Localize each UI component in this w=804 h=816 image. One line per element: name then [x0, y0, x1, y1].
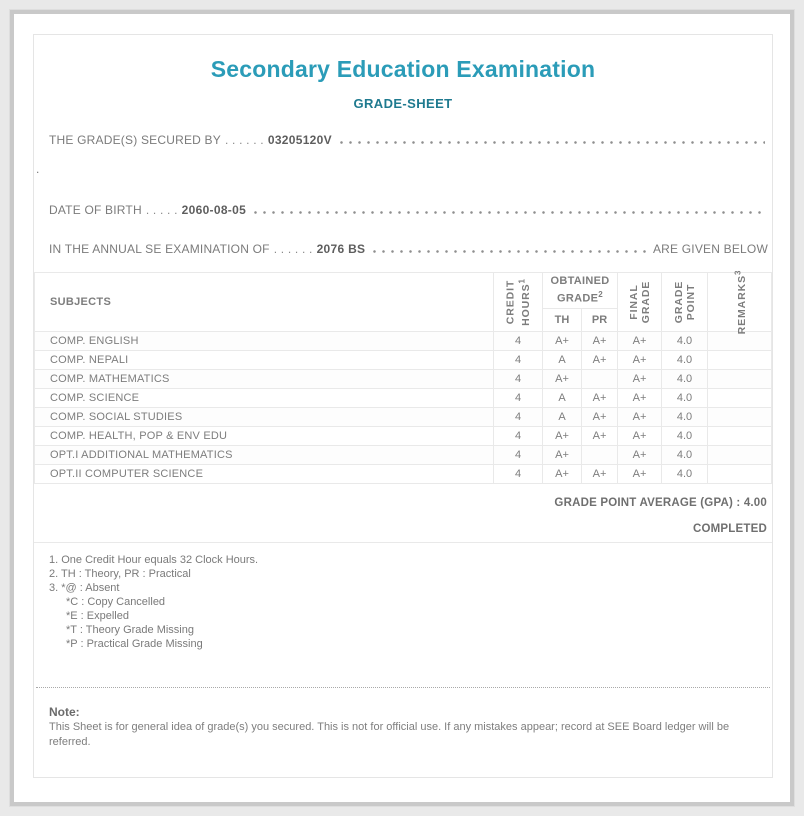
- pr-grade-cell: A+: [582, 389, 618, 408]
- grade-point-cell: 4.0: [662, 408, 708, 427]
- subject-cell: COMP. HEALTH, POP & ENV EDU: [35, 427, 494, 446]
- pr-grade-cell: [582, 446, 618, 465]
- subject-cell: COMP. MATHEMATICS: [35, 370, 494, 389]
- credit-hours-cell: 4: [494, 408, 543, 427]
- final-grade-cell: A+: [618, 465, 662, 484]
- subject-cell: OPT.I ADDITIONAL MATHEMATICS: [35, 446, 494, 465]
- table-row: [35, 351, 772, 370]
- symbol-number: 03205120V: [267, 133, 332, 147]
- result-summary: [34, 484, 772, 543]
- status-completed: COMPLETED: [693, 523, 767, 535]
- dotted-divider: [36, 687, 770, 688]
- date-of-birth-line: [49, 203, 768, 218]
- th-grade-cell: A+: [543, 332, 582, 351]
- footnote-line: 3. *@ : Absent: [49, 582, 120, 594]
- col-header-grade-point: GRADE POINT: [662, 273, 708, 332]
- table-row: [35, 427, 772, 446]
- subject-cell: OPT.II COMPUTER SCIENCE: [35, 465, 494, 484]
- th-grade-cell: A+: [543, 427, 582, 446]
- col-header-pr: PR: [582, 309, 618, 332]
- pr-grade-cell: A+: [582, 427, 618, 446]
- subject-cell: COMP. SOCIAL STUDIES: [35, 408, 494, 427]
- credit-hours-cell: 4: [494, 446, 543, 465]
- final-grade-cell: A+: [618, 446, 662, 465]
- exam-suffix: ARE GIVEN BELOW: [652, 242, 768, 256]
- remarks-cell: [708, 408, 772, 427]
- table-row: [35, 408, 772, 427]
- stray-period: .: [36, 162, 40, 176]
- credit-hours-cell: 4: [494, 351, 543, 370]
- final-grade-cell: A+: [618, 370, 662, 389]
- footnote-line: *E : Expelled: [66, 610, 129, 622]
- final-grade-cell: A+: [618, 389, 662, 408]
- th-grade-cell: A: [543, 351, 582, 370]
- final-grade-cell: A+: [618, 332, 662, 351]
- footnote-line: 2. TH : Theory, PR : Practical: [49, 568, 191, 580]
- leader-dots-fill: [335, 141, 765, 144]
- pr-grade-cell: A+: [582, 465, 618, 484]
- col-header-th: TH: [543, 309, 582, 332]
- window-frame: [10, 10, 794, 806]
- final-grade-cell: A+: [618, 427, 662, 446]
- col-header-credit-hours: CREDIT HOURS$^1$: [494, 273, 543, 332]
- secured-by-line: [49, 133, 768, 148]
- remarks-cell: [708, 370, 772, 389]
- page-title: Secondary Education Examination: [210, 56, 596, 82]
- leader-dots: . . . . . .: [224, 133, 264, 147]
- footnote-line: *P : Practical Grade Missing: [66, 638, 203, 650]
- leader-dots-fill: [249, 211, 765, 214]
- col-header-remarks: REMARKS$^3$: [708, 273, 772, 332]
- exam-label: IN THE ANNUAL SE EXAMINATION OF: [49, 242, 270, 256]
- table-row: [35, 465, 772, 484]
- note-label: Note:: [49, 705, 80, 719]
- credit-hours-cell: 4: [494, 389, 543, 408]
- credit-hours-cell: 4: [494, 427, 543, 446]
- table-row: [35, 370, 772, 389]
- exam-year-line: [49, 242, 768, 257]
- grade-point-cell: 4.0: [662, 332, 708, 351]
- footnote-line: 1. One Credit Hour equals 32 Clock Hours.: [49, 554, 259, 566]
- pr-grade-cell: [582, 370, 618, 389]
- note-block: [49, 705, 756, 749]
- remarks-cell: [708, 389, 772, 408]
- remarks-cell: [708, 446, 772, 465]
- leader-dots-fill: [368, 250, 650, 253]
- final-grade-cell: A+: [618, 351, 662, 370]
- grades-table: [34, 269, 772, 484]
- grade-point-cell: 4.0: [662, 370, 708, 389]
- table-row: [35, 446, 772, 465]
- th-grade-cell: A+: [543, 465, 582, 484]
- remarks-cell: [708, 465, 772, 484]
- th-grade-cell: A+: [543, 446, 582, 465]
- subject-cell: COMP. SCIENCE: [35, 389, 494, 408]
- credit-hours-cell: 4: [494, 465, 543, 484]
- gpa-line: GRADE POINT AVERAGE (GPA) : 4.00: [554, 497, 767, 509]
- pr-grade-cell: A+: [582, 332, 618, 351]
- credit-hours-cell: 4: [494, 332, 543, 351]
- exam-year-value: 2076 BS: [316, 242, 366, 256]
- footnote-line: *T : Theory Grade Missing: [66, 624, 194, 636]
- remarks-cell: [708, 427, 772, 446]
- table-row: [35, 332, 772, 351]
- date-of-birth-value: 2060-08-05: [181, 203, 247, 217]
- subject-cell: COMP. NEPALI: [35, 351, 494, 370]
- th-grade-cell: A+: [543, 370, 582, 389]
- subject-cell: COMP. ENGLISH: [35, 332, 494, 351]
- date-of-birth-label: DATE OF BIRTH: [49, 203, 142, 217]
- col-header-final-grade: FINAL GRADE: [618, 273, 662, 332]
- footnote-line: *C : Copy Cancelled: [66, 596, 166, 608]
- grade-point-cell: 4.0: [662, 351, 708, 370]
- table-row: [35, 389, 772, 408]
- footnotes: [49, 553, 757, 651]
- th-grade-cell: A: [543, 408, 582, 427]
- page-subtitle: GRADE-SHEET: [353, 96, 453, 111]
- grade-point-cell: 4.0: [662, 427, 708, 446]
- credit-hours-cell: 4: [494, 370, 543, 389]
- secured-by-label: THE GRADE(S) SECURED BY: [49, 133, 221, 147]
- grade-point-cell: 4.0: [662, 446, 708, 465]
- grade-sheet-card: [33, 34, 773, 778]
- grade-point-cell: 4.0: [662, 389, 708, 408]
- leader-dots: . . . . . .: [273, 242, 313, 256]
- final-grade-cell: A+: [618, 408, 662, 427]
- col-header-subjects: SUBJECTS: [35, 273, 494, 332]
- pr-grade-cell: A+: [582, 351, 618, 370]
- th-grade-cell: A: [543, 389, 582, 408]
- leader-dots: . . . . .: [145, 203, 178, 217]
- grade-point-cell: 4.0: [662, 465, 708, 484]
- pr-grade-cell: A+: [582, 408, 618, 427]
- note-text: This Sheet is for general idea of grade(s) you secured. This is not for official use. If any mistakes appear; record at SEE Board ledger will be referred.: [49, 721, 730, 748]
- col-header-obtained-grade: OBTAINED GRADE$^2$: [543, 273, 618, 309]
- remarks-cell: [708, 351, 772, 370]
